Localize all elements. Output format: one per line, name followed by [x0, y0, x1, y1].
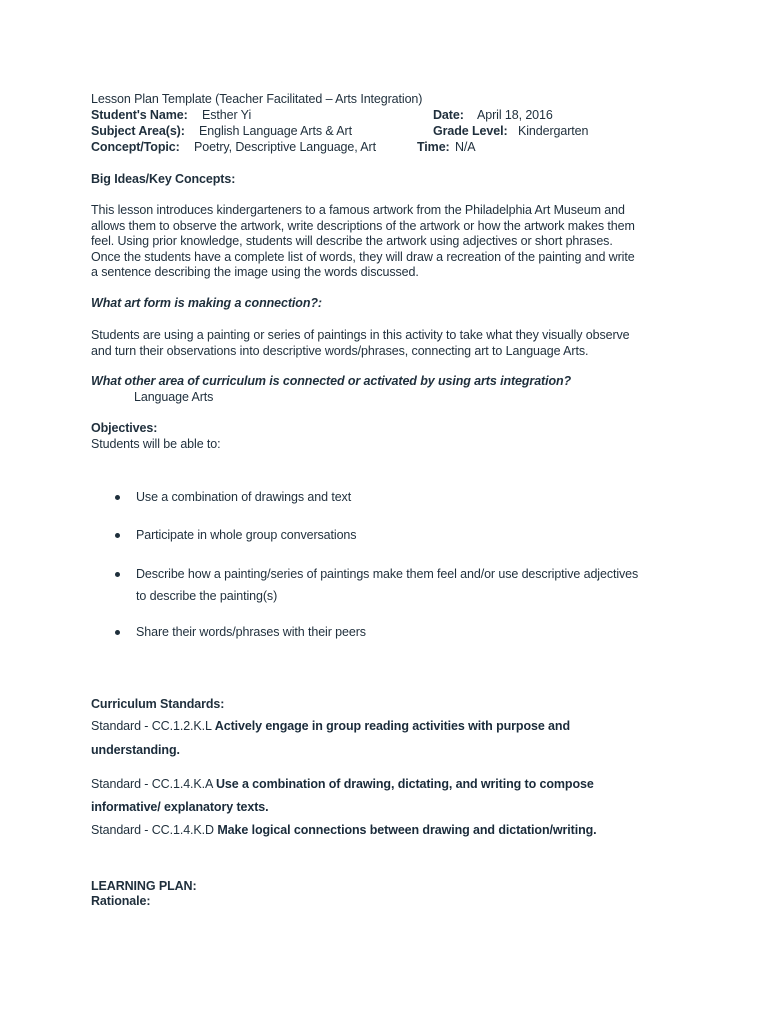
- standard-code: Standard - CC.1.4.K.A: [91, 777, 213, 791]
- subject-area-label: Subject Area(s):: [91, 124, 185, 138]
- art-form-line: Students are using a painting or series of paintings in this activity to take what they visually observe: [91, 328, 630, 342]
- grade-level-label: Grade Level:: [433, 124, 508, 138]
- objective-item: Participate in whole group conversations: [136, 528, 357, 542]
- big-ideas-line: This lesson introduces kindergarteners to a famous artwork from the Philadelphia Art Museum and: [91, 203, 625, 217]
- student-name-label: Student's Name:: [91, 108, 188, 122]
- standard-row: [91, 823, 597, 839]
- standard-row: [91, 777, 594, 793]
- standard-text-continuation: understanding.: [91, 743, 180, 757]
- date-label: Date:: [433, 108, 464, 122]
- standard-code: Standard - CC.1.2.K.L: [91, 719, 212, 733]
- big-ideas-line: feel. Using prior knowledge, students will describe the artwork using adjectives or short phrases.: [91, 234, 613, 248]
- objective-item-continuation: to describe the painting(s): [136, 589, 278, 603]
- big-ideas-heading: Big Ideas/Key Concepts:: [91, 172, 236, 186]
- grade-level-value: Kindergarten: [518, 124, 589, 138]
- objectives-intro: Students will be able to:: [91, 437, 221, 451]
- art-form-heading: What art form is making a connection?:: [91, 296, 322, 310]
- bullet-dot: [115, 533, 120, 538]
- lesson-plan-title: Lesson Plan Template (Teacher Facilitated – Arts Integration): [91, 92, 423, 106]
- concept-topic-label: Concept/Topic:: [91, 140, 180, 154]
- time-label: Time:: [417, 140, 450, 154]
- concept-topic-value: Poetry, Descriptive Language, Art: [194, 140, 376, 154]
- standard-text-continuation: informative/ explanatory texts.: [91, 800, 269, 814]
- standard-text: Actively engage in group reading activities with purpose and: [214, 719, 570, 733]
- rationale-heading: Rationale:: [91, 894, 151, 908]
- objectives-heading: Objectives:: [91, 421, 158, 435]
- subject-area-value: English Language Arts & Art: [199, 124, 352, 138]
- standard-text: Use a combination of drawing, dictating, and writing to compose: [215, 777, 594, 791]
- big-ideas-line: Once the students have a complete list of words, they will draw a recreation of the painting and write: [91, 249, 635, 264]
- learning-plan-heading: LEARNING PLAN:: [91, 879, 197, 893]
- big-ideas-line: a sentence describing the image using the words discussed.: [91, 265, 419, 279]
- objective-item: Share their words/phrases with their peers: [136, 625, 366, 639]
- bullet-dot: [115, 495, 120, 500]
- bullet-dot: [115, 630, 120, 635]
- date-value: April 18, 2016: [477, 108, 553, 122]
- standard-row: [91, 719, 570, 735]
- standard-text: Make logical connections between drawing and dictation/writing.: [217, 823, 597, 837]
- curriculum-area-heading: What other area of curriculum is connected or activated by using arts integration?: [91, 374, 572, 388]
- objective-item: Describe how a painting/series of paintings make them feel and/or use descriptive adjectives: [136, 567, 639, 581]
- curriculum-area-value: Language Arts: [134, 390, 214, 404]
- art-form-line: and turn their observations into descriptive words/phrases, connecting art to Language Arts.: [91, 343, 589, 358]
- big-ideas-paragraph: [91, 203, 691, 281]
- bullet-dot: [115, 572, 120, 577]
- big-ideas-line: allows them to observe the artwork, write descriptions of the artwork or how the artwork makes them: [91, 218, 635, 233]
- curriculum-standards-heading: Curriculum Standards:: [91, 697, 225, 711]
- time-value: N/A: [455, 140, 476, 154]
- art-form-paragraph: [91, 328, 691, 359]
- objective-item: Use a combination of drawings and text: [136, 490, 352, 504]
- standard-code: Standard - CC.1.4.K.D: [91, 823, 214, 837]
- student-name-value: Esther Yi: [202, 108, 252, 122]
